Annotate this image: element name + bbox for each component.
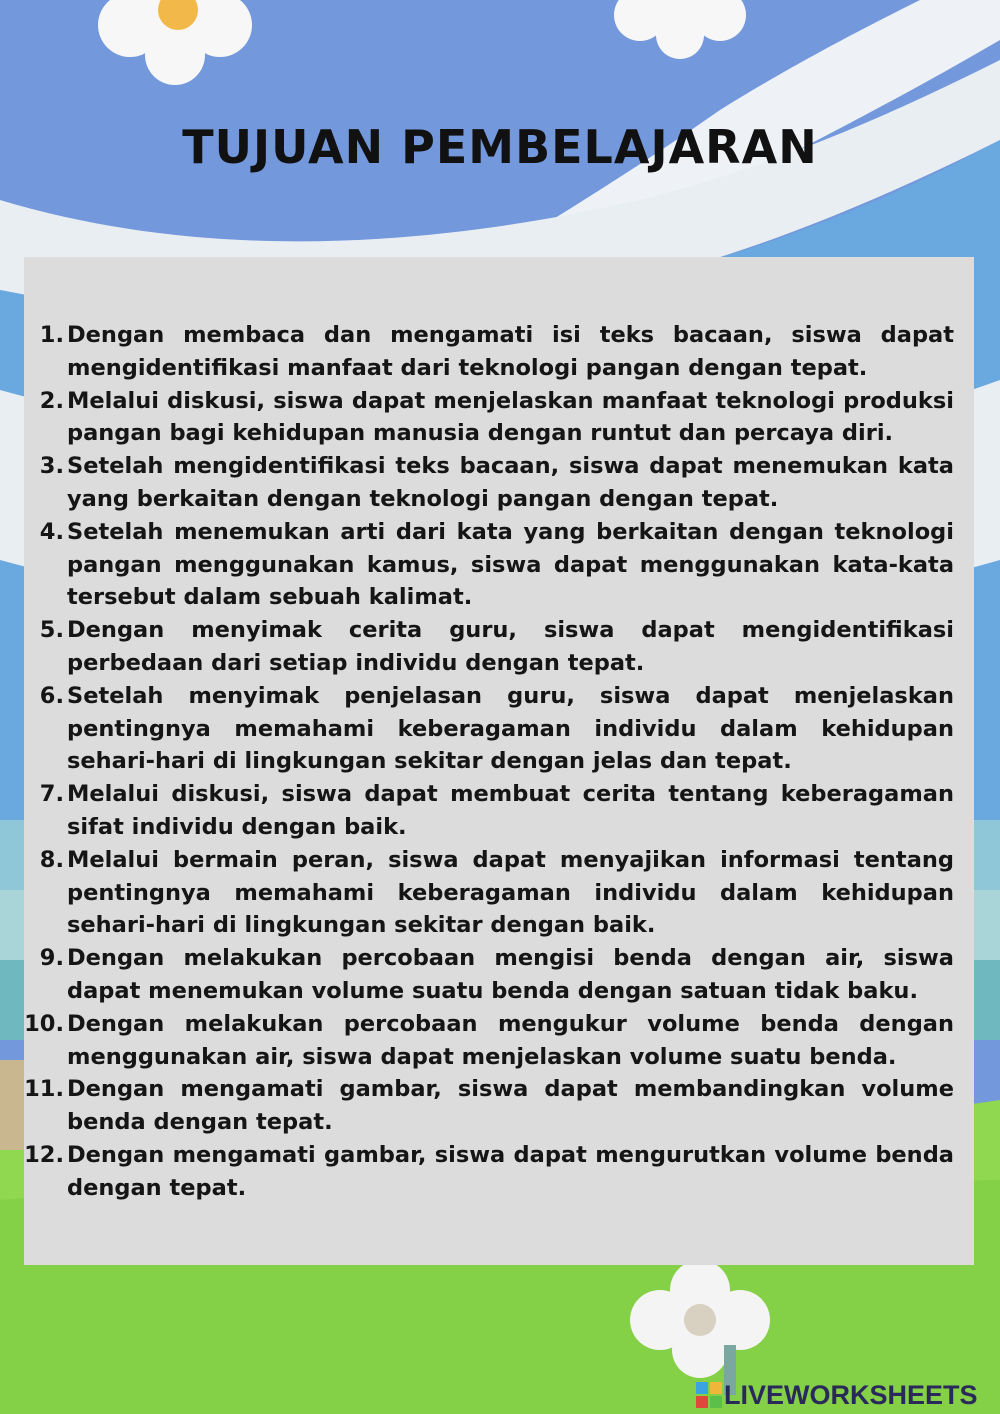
objective-text: Dengan mengamati gambar, siswa dapat membandingkan volume benda dengan tepat. <box>67 1076 954 1136</box>
objective-number: 5. <box>39 617 64 644</box>
objective-number: 9. <box>39 945 64 972</box>
objective-number: 3. <box>39 453 64 480</box>
objective-text: Melalui diskusi, siswa dapat membuat cerita tentang keberagaman sifat individu dengan baik. <box>67 781 954 840</box>
objective-number: 11. <box>24 1076 64 1103</box>
objective-number: 7. <box>39 781 64 808</box>
liveworksheets-brand[interactable] <box>696 1380 978 1410</box>
objective-text: Dengan menyimak cerita guru, siswa dapat mengidentifikasi perbedaan dari setiap individu dengan tepat. <box>67 617 954 676</box>
objective-item <box>24 516 954 614</box>
objective-item <box>24 450 954 516</box>
objective-item <box>24 1139 954 1205</box>
objective-text: Setelah menyimak penjelasan guru, siswa dapat menjelaskan pentingnya memahami keberagaman individu dalam kehidupan sehari-hari di lingkungan sekitar dengan jelas dan tepat. <box>67 682 954 775</box>
objective-item <box>24 942 954 1008</box>
objective-text: Setelah mengidentifikasi teks bacaan, siswa dapat menemukan kata yang berkaitan dengan teknologi pangan dengan tepat. <box>67 453 954 512</box>
objective-text: Dengan melakukan percobaan mengukur volume benda dengan menggunakan air, siswa dapat menjelaskan volume suatu benda. <box>67 1010 954 1070</box>
objective-text: Dengan mengamati gambar, siswa dapat mengurutkan volume benda dengan tepat. <box>67 1141 954 1201</box>
objective-item <box>24 1073 954 1139</box>
objective-number: 10. <box>24 1010 64 1037</box>
objective-number: 6. <box>39 682 64 709</box>
objective-text: Dengan membaca dan mengamati isi teks bacaan, siswa dapat mengidentifikasi manfaat dari teknologi pangan dengan tepat. <box>67 322 954 381</box>
objectives-panel <box>24 257 974 1265</box>
liveworksheets-wordmark: LIVEWORKSHEETS <box>724 1379 978 1410</box>
objective-number: 12. <box>24 1141 64 1168</box>
objective-text: Melalui bermain peran, siswa dapat menyajikan informasi tentang pentingnya memahami keberagaman individu dalam kehidupan sehari-hari di lingkungan sekitar dengan baik. <box>67 846 954 939</box>
objective-number: 1. <box>39 322 64 348</box>
objective-number: 8. <box>39 846 64 873</box>
objective-number: 2. <box>39 387 64 414</box>
objective-number: 4. <box>39 518 64 545</box>
liveworksheets-logo-icon <box>696 1382 722 1408</box>
objective-item <box>24 844 954 942</box>
objective-text: Dengan melakukan percobaan mengisi benda dengan air, siswa dapat menemukan volume suatu benda dengan satuan tidak baku. <box>67 945 954 1004</box>
objective-item <box>24 778 954 844</box>
objective-item <box>24 319 954 385</box>
objective-item <box>24 614 954 680</box>
page-title: TUJUAN PEMBELAJARAN <box>182 120 818 174</box>
objective-text: Setelah menemukan arti dari kata yang berkaitan dengan teknologi pangan menggunakan kamus, siswa dapat menggunakan kata-kata tersebut dalam sebuah kalimat. <box>67 518 954 611</box>
objective-item <box>24 385 954 451</box>
objectives-list <box>24 319 954 1205</box>
objective-text: Melalui diskusi, siswa dapat menjelaskan manfaat teknologi produksi pangan bagi kehidupan manusia dengan runtut dan percaya diri. <box>67 387 954 447</box>
objective-item <box>24 680 954 778</box>
objective-item <box>24 1008 954 1074</box>
